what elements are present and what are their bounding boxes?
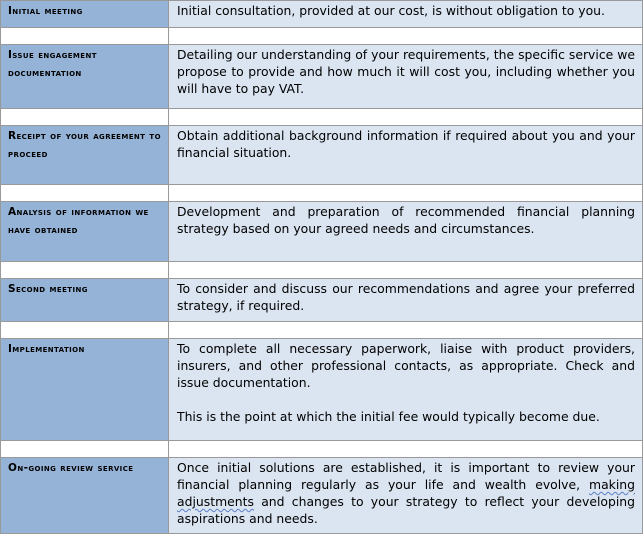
stage-title: Initial meeting — [8, 5, 83, 17]
stage-label-cell — [1, 126, 169, 185]
stage-description — [169, 202, 642, 237]
stage-row — [1, 458, 643, 534]
stage-label-cell — [1, 458, 169, 534]
stage-description-cell — [169, 45, 643, 109]
spacer-row — [1, 441, 643, 458]
stage-description — [169, 1, 642, 19]
spacer-row — [1, 109, 643, 126]
stage-description-cell — [169, 339, 643, 441]
spacer-row — [1, 322, 643, 339]
spacer-row — [1, 185, 643, 202]
stage-description-cell — [169, 202, 643, 262]
stage-description — [169, 126, 642, 161]
stage-row — [1, 279, 643, 322]
stage-description-cell — [169, 126, 643, 185]
stage-title: Implementation — [8, 343, 85, 355]
stage-description — [169, 339, 642, 425]
spacer-row — [1, 28, 643, 45]
stage-row — [1, 202, 643, 262]
stage-description-cell — [169, 458, 643, 534]
stage-description-cell — [169, 1, 643, 28]
stage-paragraph: Initial consultation, provided at our cost, is without obligation to you. — [177, 3, 605, 18]
stage-description — [169, 458, 642, 527]
stage-title: Second meeting — [8, 283, 88, 295]
spacer-row — [1, 262, 643, 279]
stage-paragraph: To complete all necessary paperwork, liaise with product providers, insurers, and other professional contacts, as appropriate. Check and issue documentation. — [177, 341, 635, 390]
stage-row — [1, 45, 643, 109]
stage-paragraph: Detailing our understanding of your requirements, the specific service we propose to provide and how much it will cost you, including whether you will have to pay VAT. — [177, 47, 635, 96]
stage-label-cell — [1, 339, 169, 441]
stage-row — [1, 1, 643, 28]
fee-due-note: This is the point at which the initial fee would typically become due. — [177, 409, 600, 424]
stage-row — [1, 339, 643, 441]
stage-title: Issue engagement documentation — [8, 49, 97, 79]
stage-paragraph: Development and preparation of recommended financial planning strategy based on your agreed needs and circumstances. — [177, 204, 635, 236]
stage-paragraph: To consider and discuss our recommendations and agree your preferred strategy, if required. — [177, 281, 635, 313]
stage-title: Receipt of your agreement to proceed — [8, 130, 161, 160]
stage-description — [169, 279, 642, 314]
stage-label-cell — [1, 202, 169, 262]
stage-label-cell — [1, 279, 169, 322]
stage-title: On-going review service — [8, 462, 134, 474]
stage-label-cell — [1, 1, 169, 28]
stage-label-cell — [1, 45, 169, 109]
stage-paragraph: Obtain additional background information if required about you and your financial situation. — [177, 128, 635, 160]
stage-paragraph: Once initial solutions are established, it is important to review your financial planning regularly as your life and wealth evolve, making adjustments and changes to your strategy to reflect your developing aspirations and needs. — [177, 460, 635, 526]
stage-description-cell — [169, 279, 643, 322]
stage-title: Analysis of information we have obtained — [8, 206, 149, 236]
stage-description — [169, 45, 642, 97]
stage-row — [1, 126, 643, 185]
spellcheck-underline: making adjustments — [177, 477, 635, 509]
